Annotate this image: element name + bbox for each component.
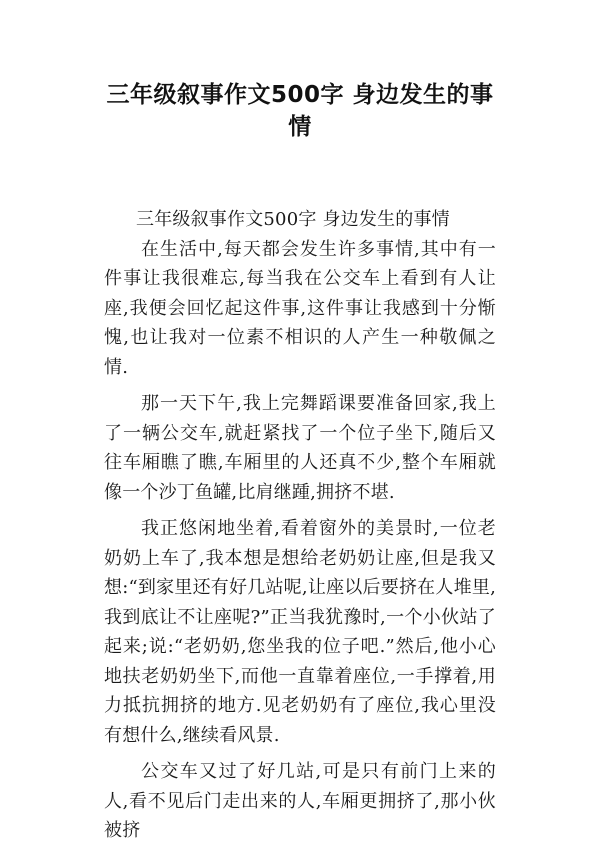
paragraph: 公交车又过了好几站,可是只有前门上来的人,看不见后门走出来的人,车厢更拥挤了,那小伙被挤 — [104, 761, 496, 841]
paragraph: 我正悠闲地坐着,看着窗外的美景时,一位老奶奶上车了,我本想是想给老奶奶让座,但是我又想:“到家里还有好几站呢,让座以后要挤在人堆里,我到底让不让座呢?”正当我犹豫时,一个小伙站了起来;说:“老奶奶,您坐我的位子吧.”然后,他小心地扶老奶奶坐下,而他一直靠着座位,一手撑着,用力抵抗拥挤的地方.见老奶奶有了座位,我心里没有想什么,继续看风景. — [104, 518, 496, 746]
paragraph: 在生活中,每天都会发生许多事情,其中有一件事让我很难忘,每当我在公交车上看到有人让座,我便会回忆起这件事,这件事让我感到十分惭愧,也让我对一位素不相识的人产生一种敬佩之情. — [104, 238, 496, 378]
document-title: 三年级叙事作文500字 身边发生的事情 — [106, 82, 494, 140]
document-body — [104, 205, 496, 846]
document-subtitle: 三年级叙事作文500字 身边发生的事情 — [136, 209, 450, 230]
paragraph: 那一天下午,我上完舞蹈课要准备回家,我上了一辆公交车,就赶紧找了一个位子坐下,随后又往车厢瞧了瞧,车厢里的人还真不少,整个车厢就像一个沙丁鱼罐,比肩继踵,拥挤不堪. — [104, 393, 496, 503]
